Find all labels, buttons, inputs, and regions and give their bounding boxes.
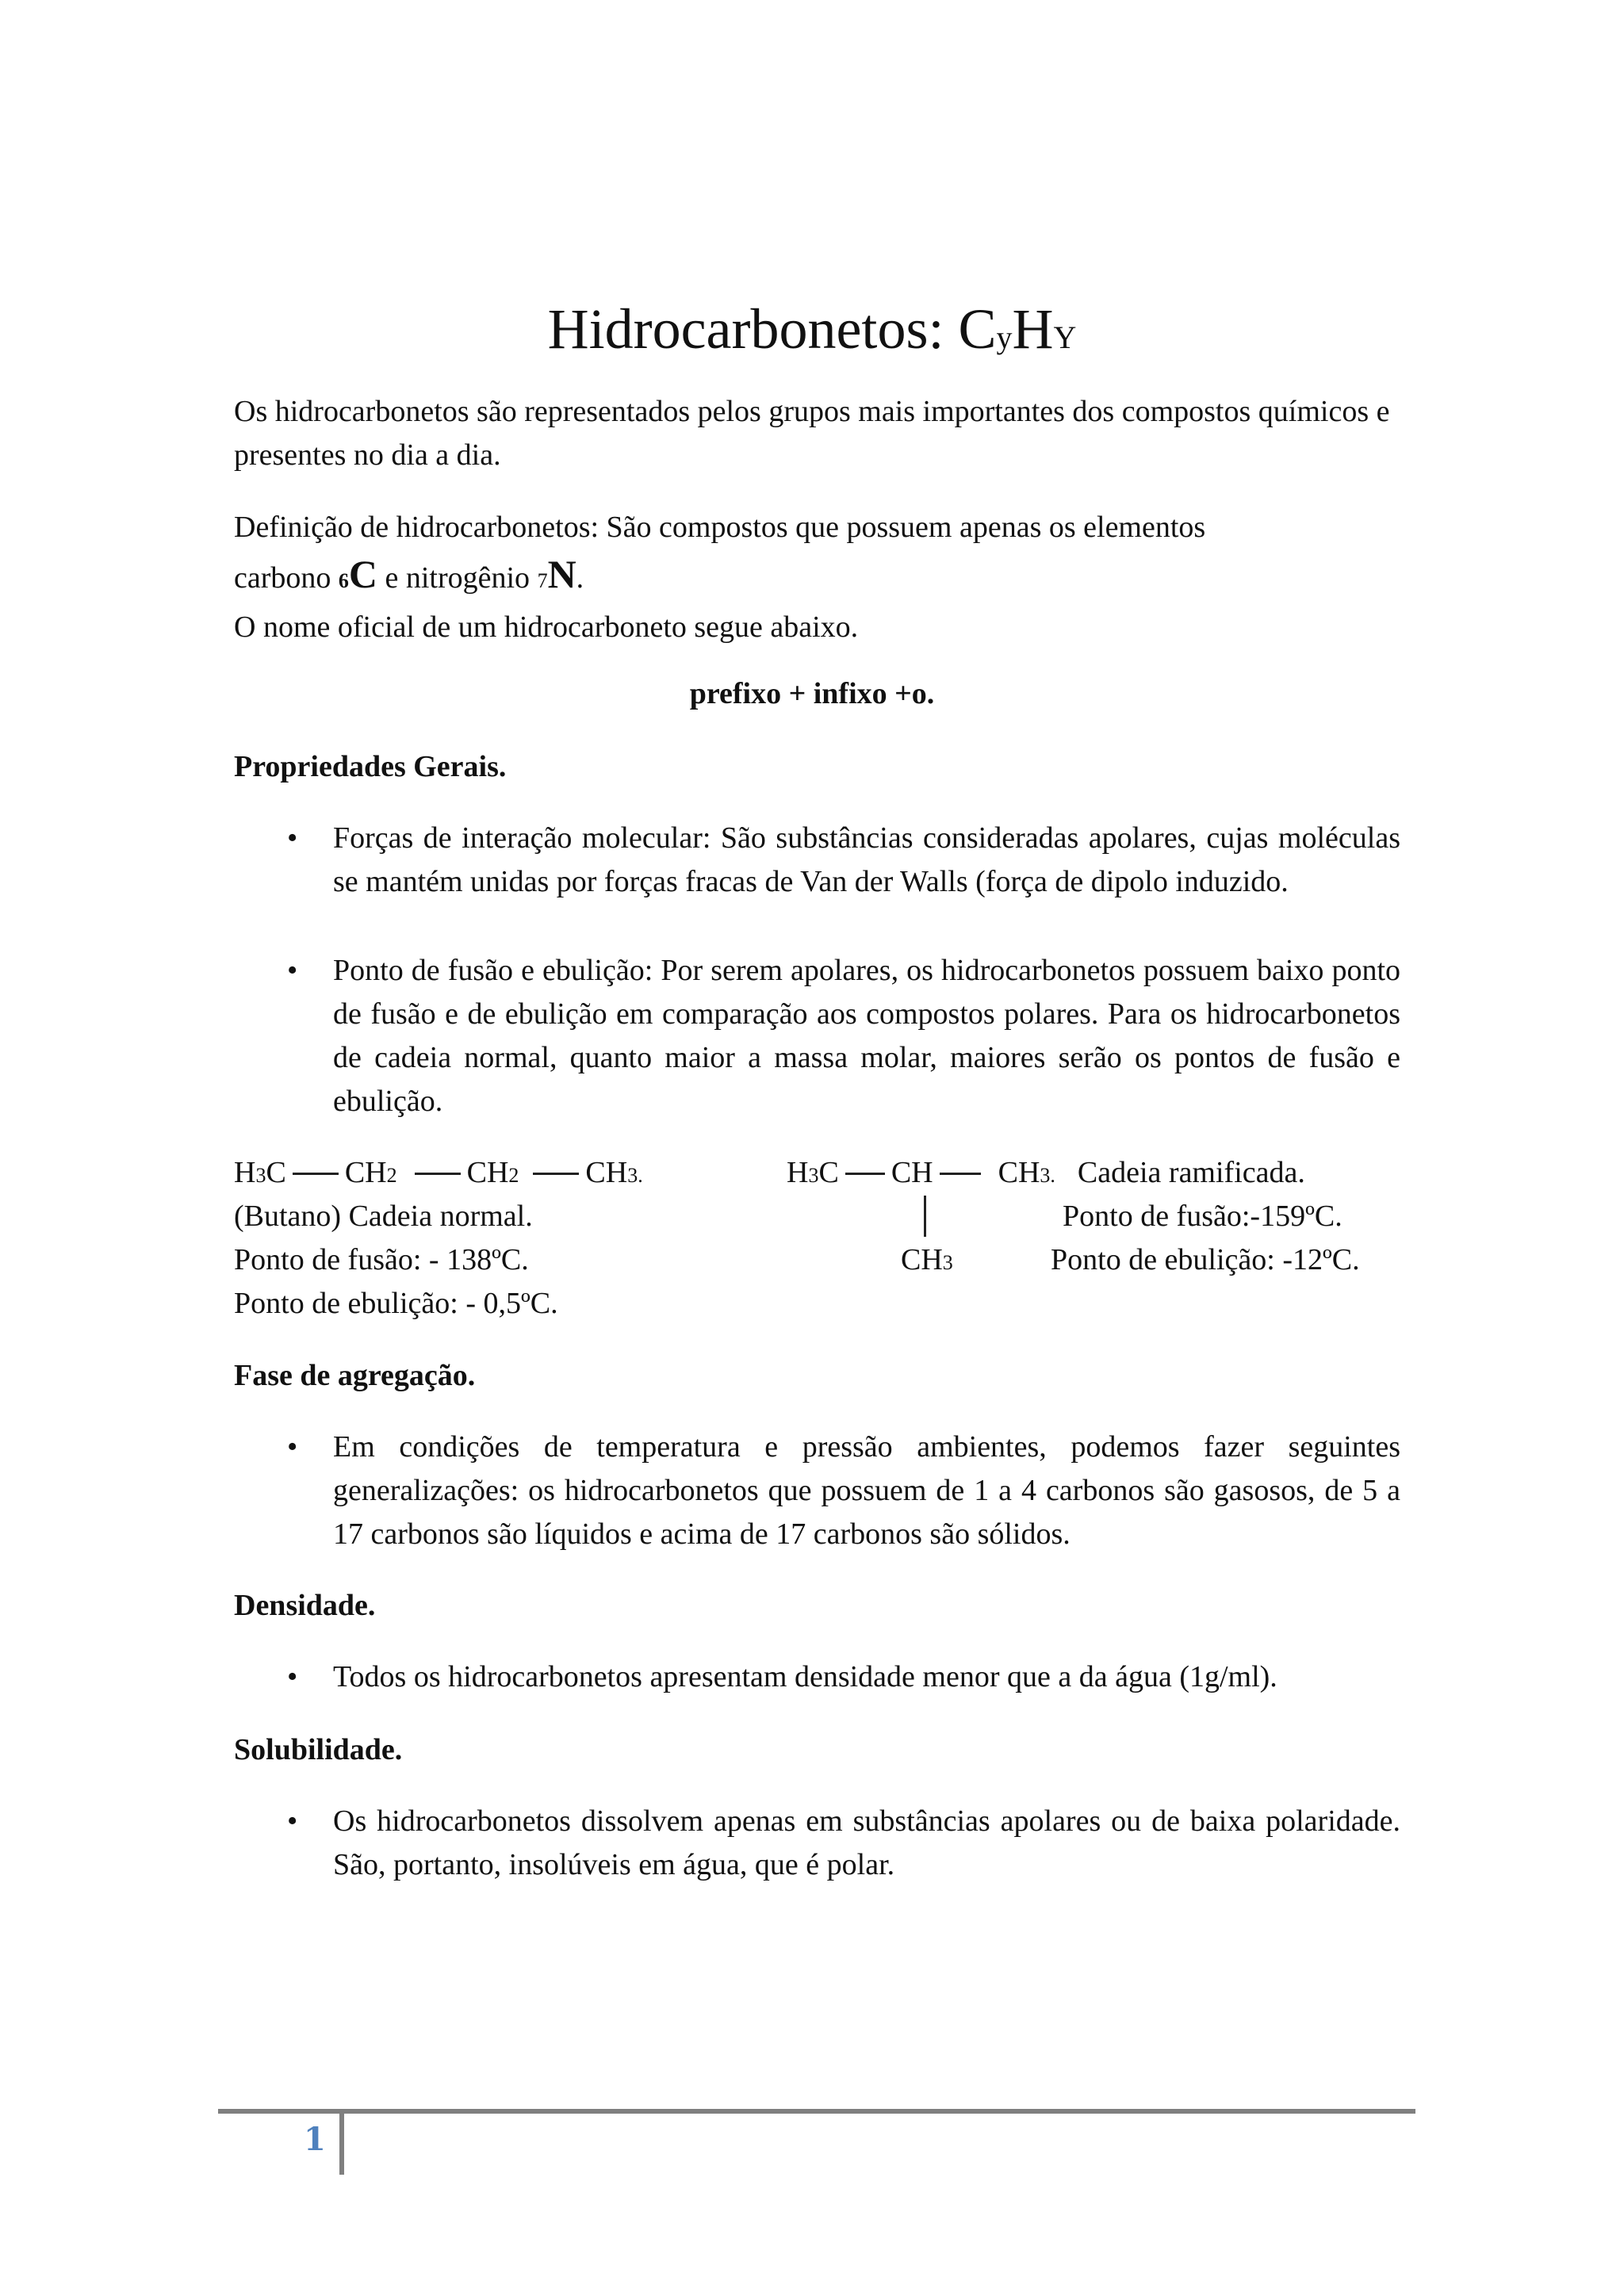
carbono-text: carbono xyxy=(234,561,339,595)
subscript: 3. xyxy=(627,1164,643,1187)
heading-solubilidade: Solubilidade. xyxy=(234,1733,403,1766)
definition-line2 xyxy=(234,549,1408,606)
name-formula: prefixo + infixo +o. xyxy=(689,677,935,710)
bullet-icon: • xyxy=(287,1804,298,1838)
subscript: 3 xyxy=(942,1251,953,1274)
bond-line xyxy=(293,1173,339,1175)
atom: CH xyxy=(466,1156,509,1189)
bond-line xyxy=(845,1173,885,1175)
bullet-icon: • xyxy=(287,1660,298,1693)
atom: H xyxy=(234,1156,256,1189)
bullet-forcas: Forças de interação molecular: São substâncias consideradas apolares, cujas moléculas se mantém unidas por forças fracas de Van der Walls (força de dipolo induzido. xyxy=(333,821,1400,898)
atom: CH xyxy=(998,1156,1040,1189)
ramificada-formula xyxy=(787,1151,1305,1197)
carbon-atomic-number: 6 xyxy=(338,569,349,592)
ramificada-ebulicao: Ponto de ebulição: -12ºC. xyxy=(1051,1243,1360,1276)
footer-divider xyxy=(218,2109,1415,2114)
definition-end: . xyxy=(576,561,584,595)
atom: C xyxy=(818,1156,839,1189)
title-subscript-y2: Y xyxy=(1053,320,1077,355)
butano-formula xyxy=(234,1151,643,1197)
title-h: H xyxy=(1012,297,1054,361)
title-subscript-y: y xyxy=(996,320,1013,355)
subscript: 3 xyxy=(808,1164,819,1187)
bullet-solubilidade: Os hidrocarbonetos dissolvem apenas em substâncias apolares ou de baixa polaridade. São, portanto, insolúveis em água, que é polar. xyxy=(333,1804,1400,1881)
bullet-densidade: Todos os hidrocarbonetos apresentam densidade menor que a da água (1g/ml). xyxy=(333,1660,1277,1693)
butano-ebulicao: Ponto de ebulição: - 0,5ºC. xyxy=(234,1287,558,1320)
ramificada-branch xyxy=(901,1238,953,1284)
atom: CH xyxy=(901,1243,943,1276)
definition-paragraph xyxy=(234,506,1408,649)
bond-line xyxy=(940,1173,981,1175)
atom: C xyxy=(266,1156,286,1189)
subscript: 3 xyxy=(255,1164,266,1187)
page-number: 1 xyxy=(304,2121,326,2158)
ramificada-label: Cadeia ramificada. xyxy=(1077,1156,1305,1189)
page-title xyxy=(0,293,1624,373)
bullet-icon: • xyxy=(287,1430,298,1464)
subscript: 2 xyxy=(508,1164,519,1187)
intro-paragraph: Os hidrocarbonetos são representados pelos grupos mais importantes dos compostos químicos e presentes no dia a dia. xyxy=(234,395,1390,472)
butano-fusao: Ponto de fusão: - 138ºC. xyxy=(234,1243,529,1276)
nitrogenio-text: e nitrogênio xyxy=(377,561,538,595)
bullet-ponto-fusao: Ponto de fusão e ebulição: Por serem apolares, os hidrocarbonetos possuem baixo ponto de fusão e de ebulição em comparação aos compostos polares. Para os hidrocarbonetos de cadeia normal, quanto maior a massa molar, maiores serão os pontos de fusão e ebulição. xyxy=(333,954,1400,1118)
branch-bond-line xyxy=(924,1196,926,1237)
atom: CH xyxy=(344,1156,387,1189)
subscript: 3. xyxy=(1040,1164,1055,1187)
bullet-icon: • xyxy=(287,821,298,855)
nitrogen-symbol: N xyxy=(547,552,576,596)
heading-densidade: Densidade. xyxy=(234,1589,376,1622)
subscript: 2 xyxy=(386,1164,397,1187)
bond-line xyxy=(415,1173,461,1175)
title-text: Hidrocarbonetos: C xyxy=(547,297,997,361)
heading-fase: Fase de agregação. xyxy=(234,1359,476,1392)
ramificada-fusao: Ponto de fusão:-159ºC. xyxy=(1063,1200,1342,1233)
footer-vertical-divider xyxy=(339,2111,344,2175)
nitrogen-atomic-number: 7 xyxy=(537,569,548,592)
bullet-fase: Em condições de temperatura e pressão ambientes, podemos fazer seguintes generalizações: os hidrocarbonetos que possuem de 1 a 4 carbonos são gasosos, de 5 a 17 carbonos são líquidos e acima de 17 carbonos são sólidos. xyxy=(333,1430,1400,1551)
butano-name: (Butano) Cadeia normal. xyxy=(234,1200,533,1233)
carbon-symbol: C xyxy=(348,552,377,596)
definition-line1: Definição de hidrocarbonetos: São compostos que possuem apenas os elementos xyxy=(234,511,1206,544)
bullet-icon: • xyxy=(287,954,298,987)
definition-line3: O nome oficial de um hidrocarboneto segue abaixo. xyxy=(234,610,859,644)
atom: H xyxy=(787,1156,809,1189)
atom: CH xyxy=(585,1156,628,1189)
bond-line xyxy=(533,1173,579,1175)
atom: CH xyxy=(891,1156,933,1189)
heading-propriedades: Propriedades Gerais. xyxy=(234,750,507,783)
